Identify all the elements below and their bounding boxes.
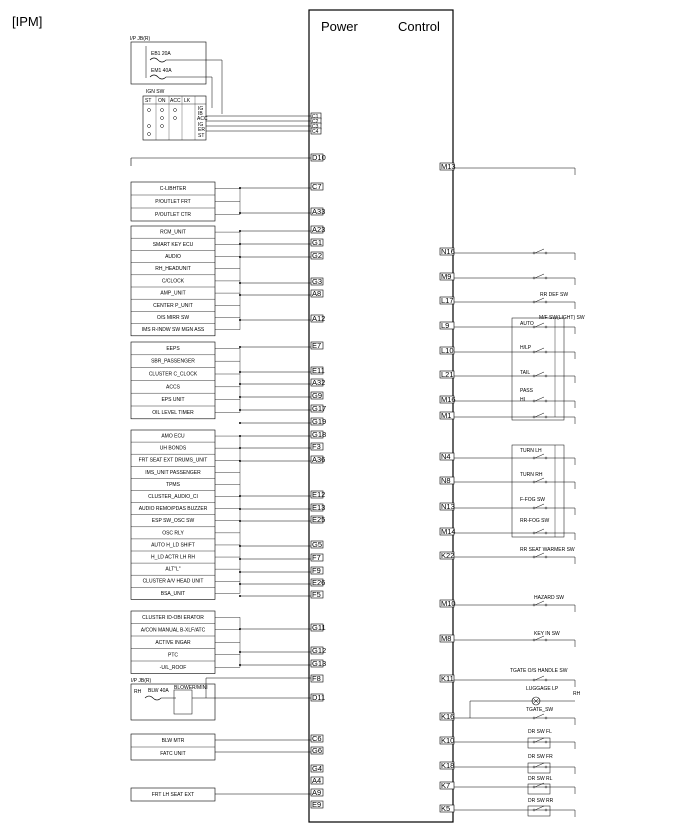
load-item: ALT"L" <box>165 566 181 573</box>
pin-e7: E7 <box>312 341 322 350</box>
pin-g2: G2 <box>312 251 323 260</box>
pin-label: L9 <box>441 321 450 330</box>
load-item: IMS R-INDW SW MGN ASS <box>141 327 205 334</box>
lower-fuse: BLW 40A <box>148 688 169 694</box>
pin-g5: G5 <box>312 540 323 549</box>
pin-a4: A4 <box>312 776 322 785</box>
pin-c1: C1 <box>312 114 319 120</box>
control-pin-n16 <box>440 247 575 260</box>
pin-f8: F8 <box>312 674 321 683</box>
control-pin-n13 <box>440 502 575 515</box>
pin-g17: G17 <box>312 404 327 413</box>
control-label: Control <box>398 19 440 34</box>
pin-a36: A36 <box>312 455 326 464</box>
load-item: AUDIO REMO/PDAS BUZZER <box>138 506 208 513</box>
pin-g11: G11 <box>312 623 326 632</box>
pin-a9: A9 <box>312 788 322 797</box>
ipm-box <box>309 10 453 822</box>
fuse-em1: EM1 40A <box>151 68 172 74</box>
pin-label: K11 <box>441 674 454 683</box>
pin-f9: F9 <box>312 566 321 575</box>
bottom-loads <box>131 734 323 809</box>
control-pin-n4 <box>440 452 575 465</box>
control-pin-m13 <box>440 162 575 175</box>
load-item: UH BONDS <box>159 445 187 452</box>
pin-g3: G3 <box>312 277 323 286</box>
pin-label: L17 <box>441 296 454 305</box>
ign-row-ig2: IG <box>198 122 204 128</box>
ign-col-lk: LK <box>184 98 191 104</box>
pin-label: N8 <box>441 476 451 485</box>
load-item: C/CLOCK <box>161 278 185 285</box>
load-item: SBR_PASSENGER <box>151 358 195 365</box>
load-group-2 <box>131 341 326 426</box>
load-item: OSC RLY <box>162 530 184 537</box>
pin-g19: G19 <box>312 417 327 426</box>
control-pin-k16 <box>440 712 575 725</box>
control-pin-k18 <box>440 761 575 774</box>
load-item: ACCS <box>166 384 180 391</box>
control-pin-k5 <box>440 804 575 817</box>
load-item: RH_HEADUNIT <box>155 266 191 273</box>
pin-a8: A8 <box>312 289 322 298</box>
load-item: AUTO H_LD SHIFT <box>151 542 195 549</box>
top-block <box>130 36 321 140</box>
control-pin-m14 <box>440 527 575 540</box>
pin-g1: G1 <box>312 238 323 247</box>
pin-label: M1 <box>441 411 452 420</box>
switch-label: TAIL <box>520 370 531 376</box>
ign-row-acc: ACC <box>197 116 208 122</box>
load-item: P/OUTLET CTR <box>154 212 192 219</box>
ign-col-on: ON <box>158 98 166 104</box>
switch-label: LUGGAGE LP <box>526 686 559 692</box>
pin-label: K22 <box>441 551 455 560</box>
control-pin-m1 <box>440 411 575 424</box>
load-group-3 <box>131 430 326 599</box>
pin-label: M8 <box>441 634 452 643</box>
ign-row-labels <box>197 106 208 139</box>
load-item: BLW MTR <box>161 738 185 744</box>
ign-col-acc: ACC <box>170 98 181 104</box>
lower-jb-title: I/P JB(R) <box>131 678 152 684</box>
load-item: CLUSTER_AUDIO_CI <box>148 494 198 501</box>
pin-e13: E13 <box>312 503 326 512</box>
load-item: O/S MIRR SW <box>156 314 190 321</box>
bottom-group-0 <box>131 734 323 760</box>
ign-row-ig1: IG <box>198 106 204 112</box>
switch-label: DR SW RR <box>528 798 554 804</box>
load-item: EEPS <box>166 345 180 352</box>
lower-relay: BLOWER/MINI <box>174 685 208 691</box>
pin-label: N13 <box>441 502 455 511</box>
control-pin-k10 <box>440 736 575 749</box>
pin-label: M14 <box>441 527 456 536</box>
pin-c7: C7 <box>312 182 322 191</box>
load-item: CLUSTER C_CLOCK <box>148 371 198 378</box>
pin-e25: E25 <box>312 515 326 524</box>
pin-f5: F5 <box>312 590 321 599</box>
control-pin-l10 <box>440 346 575 359</box>
load-item: ACTIVE INGAR <box>155 639 191 646</box>
pin-c3: C3 <box>312 124 319 130</box>
pin-f7: F7 <box>312 553 321 562</box>
pin-e11: E11 <box>312 366 325 375</box>
load-item: TPMS <box>166 481 180 488</box>
pin-label: K5 <box>441 804 451 813</box>
load-item: CENTER P_UNIT <box>153 302 193 309</box>
fuse-eb1: EB1 20A <box>151 51 171 57</box>
load-item: FATC UNIT <box>160 751 186 757</box>
switch-label: AUTO <box>520 321 534 327</box>
ign-col-st: ST <box>145 98 152 104</box>
pin-d10: D10 <box>312 153 326 162</box>
switch-label: RR DEF SW <box>540 292 569 298</box>
pin-e26: E26 <box>312 578 326 587</box>
load-item: FRT SEAT EXT DRUMS_UNIT <box>138 457 208 464</box>
load-item: BSA_UNIT <box>160 590 186 597</box>
pin-g12: G12 <box>312 646 327 655</box>
pin-label: K16 <box>441 712 455 721</box>
load-item: H_LD ACTR LH RH <box>151 554 195 561</box>
load-item: P/OUTLET FRT <box>155 199 191 206</box>
load-group-0 <box>131 182 325 221</box>
switch-label: DR SW FR <box>528 754 553 760</box>
lower-block <box>131 674 325 720</box>
power-label: Power <box>321 19 358 34</box>
pin-g18: G18 <box>312 430 327 439</box>
control-pin-m9 <box>440 272 575 285</box>
switch-label: RR SEAT WARMER SW <box>520 547 575 553</box>
pin-label: K10 <box>441 736 455 745</box>
load-item: RCM_UNIT <box>160 229 186 236</box>
ign-row-er: ER <box>198 127 205 133</box>
pin-label: N4 <box>441 452 451 461</box>
ign-sw-title: IGN SW <box>146 89 165 95</box>
ign-row-st: ST <box>198 133 205 139</box>
pin-label: M9 <box>441 272 452 281</box>
pin-label: K7 <box>441 781 451 790</box>
pin-label: L21 <box>441 370 454 379</box>
control-pin-l21 <box>440 370 575 383</box>
switch-label: HAZARD SW <box>534 595 564 601</box>
load-item: IMS_UNIT PASSENGER <box>145 469 201 476</box>
switch-label: M/F SW(LIGHT) SW <box>539 315 585 321</box>
switch-label: PASS <box>520 388 533 394</box>
switch-label: RH <box>573 691 581 697</box>
load-item: EPS UNIT <box>161 397 185 404</box>
pin-f3: F3 <box>312 442 321 451</box>
load-item: FRT LH SEAT EXT <box>151 792 195 798</box>
pin-e12: E12 <box>312 490 326 499</box>
control-pin-l9 <box>440 321 575 334</box>
load-item: CLUSTER A/V HEAD UNIT <box>142 578 204 585</box>
pin-c4: C4 <box>312 129 319 135</box>
load-item: C-LIBHTER <box>159 186 187 193</box>
pin-a12: A12 <box>312 314 326 323</box>
load-item: AMO ECU <box>161 433 185 440</box>
control-side <box>440 162 585 817</box>
pin-e9: E9 <box>312 800 322 809</box>
pin-c2: C2 <box>312 119 319 125</box>
pin-label: M13 <box>441 162 456 171</box>
switch-label: TGATE_SW <box>526 707 554 713</box>
bottom-group-1 <box>131 764 323 809</box>
pin-a23: A23 <box>312 225 326 234</box>
switch-label: KEY IN SW <box>534 631 560 637</box>
switch-label: TURN RH <box>520 472 543 478</box>
pin-g13: G13 <box>312 659 327 668</box>
pin-d11: D11 <box>312 693 326 702</box>
load-item: CLUSTER ID-OBI ERATOR <box>142 614 204 621</box>
load-item: AMP_UNIT <box>160 290 186 297</box>
control-pin-k7 <box>440 781 575 794</box>
left-loads <box>131 182 326 674</box>
switch-label: TGATE O/S HANDLE SW <box>510 668 568 674</box>
load-group-4 <box>131 611 326 674</box>
switch-label: DR SW RL <box>528 776 553 782</box>
diagram-title: [IPM] <box>12 14 43 29</box>
switch-label: DR SW FL <box>528 729 552 735</box>
pin-g9: G9 <box>312 391 323 400</box>
d10-line <box>131 153 326 166</box>
pin-label: N16 <box>441 247 455 256</box>
load-item: PTC <box>168 652 178 659</box>
load-item: AUDIO <box>165 253 181 260</box>
switch-label: HI <box>520 397 525 403</box>
pin-g4: G4 <box>312 764 323 773</box>
pin-label: K18 <box>441 761 455 770</box>
pin-a33: A33 <box>312 207 326 216</box>
control-labels <box>510 292 585 804</box>
switch-label: F-FOG SW <box>520 497 545 503</box>
switch-label: RR-FOG SW <box>520 518 550 524</box>
lower-node-rh: RH <box>134 689 142 695</box>
load-item: SMART KEY ECU <box>152 241 194 248</box>
load-item: A/CON MANUAL B-XLF/ATC <box>140 627 206 634</box>
load-item: OIL LEVEL TIMER <box>152 409 194 416</box>
ign-row-ib: IB <box>198 111 203 117</box>
switch-label: TURN LH <box>520 448 542 454</box>
load-group-1 <box>131 225 325 336</box>
switch-label: H/LP <box>520 345 532 351</box>
load-item: -U/L_ROOF <box>159 664 187 671</box>
pin-label: M10 <box>441 599 456 608</box>
control-pin-m16 <box>440 395 575 408</box>
pin-g6: G6 <box>312 746 323 755</box>
load-item: ESP SW_OSC SW <box>151 518 195 525</box>
top-fuse-box-title: I/P JB(R) <box>130 36 151 42</box>
pin-a32: A32 <box>312 378 326 387</box>
pin-label: M16 <box>441 395 456 404</box>
pin-label: L10 <box>441 346 454 355</box>
control-pin-n8 <box>440 476 575 489</box>
pin-c6: C6 <box>312 734 322 743</box>
